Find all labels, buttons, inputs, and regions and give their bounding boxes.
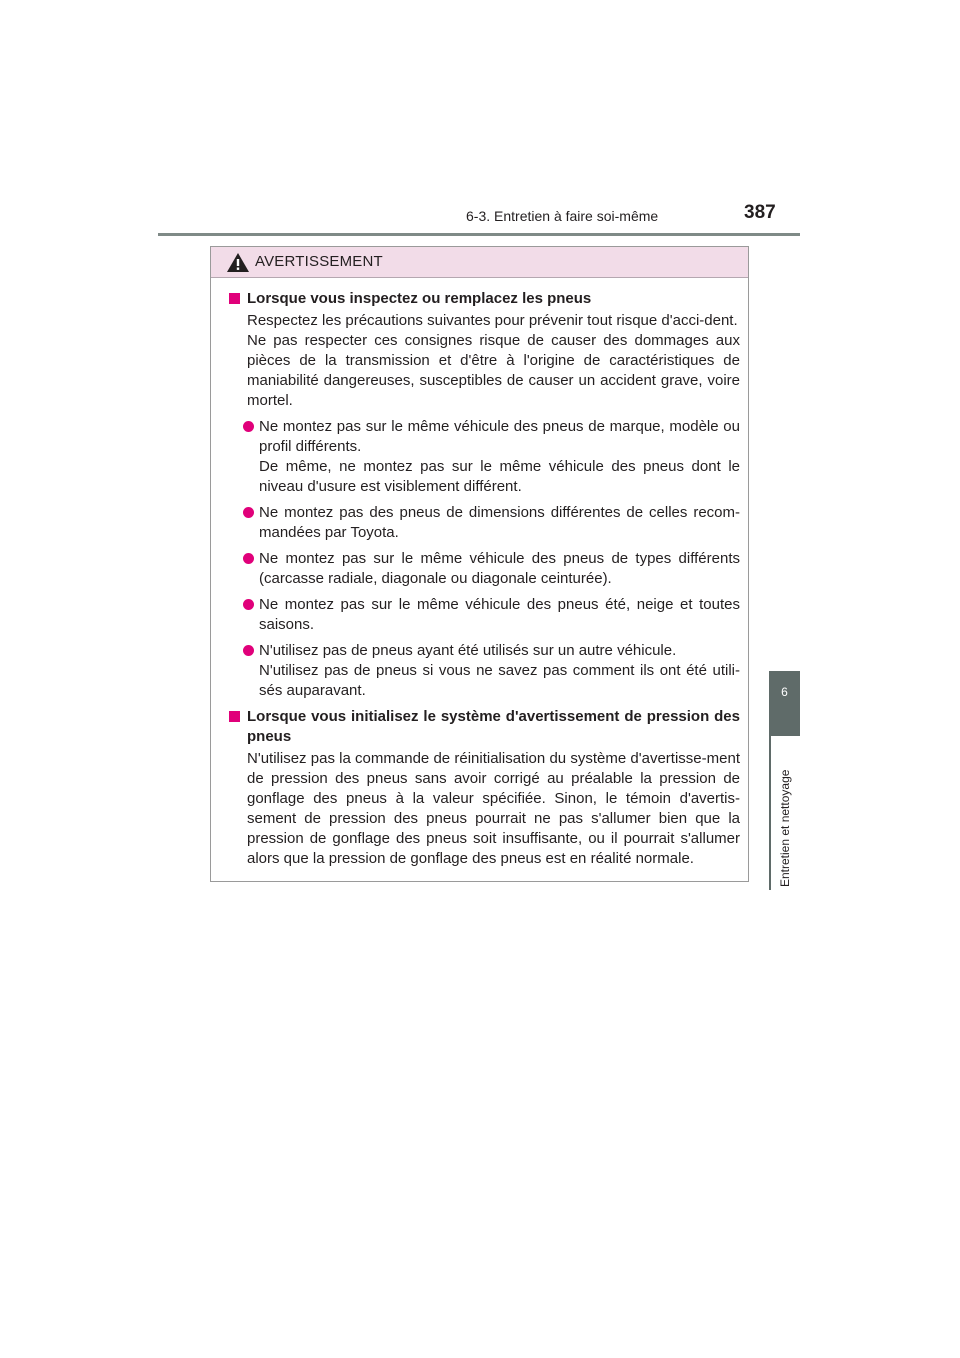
chapter-title: Entretien et nettoyage [778,769,792,887]
header-rule [158,233,800,236]
bullet-item [229,417,740,497]
section-heading-text: Lorsque vous inspectez ou remplacez les pneus [247,290,592,307]
bullet-item [229,549,740,589]
paragraph-line: Respectez les précautions suivantes pour prévenir tout risque d'acci-dent. [247,312,738,329]
circle-bullet-icon [243,553,254,564]
circle-bullet-icon [243,507,254,518]
warning-body [211,277,748,875]
paragraph-line: N'utilisez pas la commande de réinitialisation du système d'avertisse-ment de pression des pneus sans avoir corrigé au préalable la pression de gonflage des pneus à la valeur spécifiée. Sinon, le témoin d'avertis-sement de pression des pneus pourrait ne pas s'allumer bien que la pression de gonflage des pneus soit insuffisante, ou il pourrait s'allumer alors que la pression de gonflage des pneus est en réalité normale. [247,750,740,867]
circle-bullet-icon [243,421,254,432]
bullet-item [229,641,740,701]
warning-triangle-icon [227,253,249,272]
circle-bullet-icon [243,599,254,610]
section-heading-tires [229,289,740,309]
section-heading-tpms [229,707,740,747]
bullet-item [229,595,740,635]
warning-box [210,246,749,882]
bullet-text: Ne montez pas sur le même véhicule des pneus de marque, modèle ou profil différents. [259,418,740,455]
section-paragraph [229,749,740,869]
bullet-text: Ne montez pas des pneus de dimensions différentes de celles recom-mandées par Toyota. [259,504,740,541]
warning-header [211,247,748,278]
section-heading-text: Lorsque vous initialisez le système d'avertissement de pression des pneus [247,708,740,745]
bullet-item [229,503,740,543]
chapter-number: 6 [781,685,788,699]
bullet-text: Ne montez pas sur le même véhicule des pneus de types différents (carcasse radiale, diagonale ou diagonale ceinturée). [259,550,740,587]
paragraph-line: Ne pas respecter ces consignes risque de causer des dommages aux pièces de la transmission et d'être à l'origine de caractéristiques de maniabilité dangereuses, susceptibles de causer un accident grave, voire mortel. [247,332,740,409]
square-bullet-icon [229,293,240,304]
bullet-text: N'utilisez pas de pneus si vous ne savez pas comment ils ont été utili-sés auparavant. [259,662,740,699]
bullet-text: Ne montez pas sur le même véhicule des pneus été, neige et toutes saisons. [259,596,740,633]
bullet-text: De même, ne montez pas sur le même véhicule des pneus dont le niveau d'usure est visiblement différent. [259,458,740,495]
chapter-tab [769,671,800,736]
circle-bullet-icon [243,645,254,656]
warning-title: AVERTISSEMENT [255,253,383,270]
page-number: 387 [744,202,776,223]
section-header: 6-3. Entretien à faire soi-même [466,208,659,224]
section-paragraph [229,311,740,411]
bullet-text: N'utilisez pas de pneus ayant été utilisés sur un autre véhicule. [259,642,677,659]
square-bullet-icon [229,711,240,722]
